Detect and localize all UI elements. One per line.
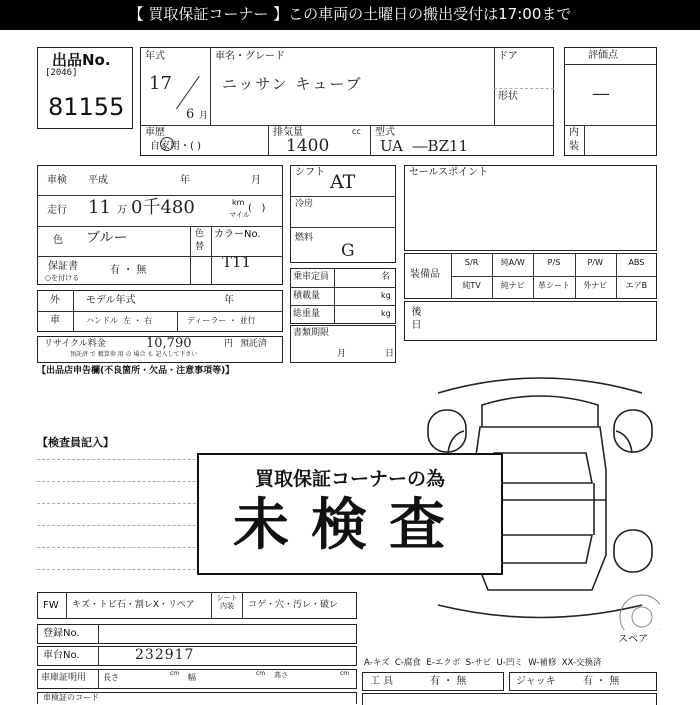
displacement-label: 排気量 [273,127,303,138]
registration-label: 登録No. [43,628,80,639]
model-label: 型式 [375,127,395,138]
door-label: ドア [498,51,518,62]
recycle-unit: 円 [224,339,234,349]
chassis-box [37,646,357,666]
score-label: 評価点 [588,50,618,61]
registration-box [37,624,357,644]
mileage-unit-km: km [232,198,245,207]
damage-legend: A-キズ C-腐食 E-エクボ S-サビ U-凹ミ W-補修 XX-交換済 [364,658,602,668]
usage-value: 自家用・( ) [150,141,201,152]
equipment-item: 革シート [537,281,570,290]
rear-label: 後日 [409,306,420,332]
cert-cm-1: cm [170,670,180,677]
color-value: ブルー [86,230,128,246]
banner-text: 【 買取保証コーナー 】この車両の土曜日の搬出受付は17:00まで [128,5,572,23]
lot-code: [2046] [45,68,78,78]
equipment-item: P/W [587,258,603,267]
docs-month-unit: 月 [337,349,347,359]
sales-point-label: セールスポイント [409,167,489,178]
tools-options: 有 ・ 無 [430,676,467,687]
seller-notes-label: 【出品店申告欄(不良箇所・欠品・注意事項等)】 [37,366,235,376]
equipment-item: ABS [628,258,645,267]
fw-damage: キズ・トビ石・割レX・リペア [72,600,195,610]
spare-label: スペア [618,634,648,645]
usage-label: 車歴 [145,127,165,138]
cert-label: 車庫証明用 [41,673,87,683]
mileage-unit-mile: マイル [229,211,250,219]
equipment-item: エアB [625,281,648,290]
equipment-item: P/S [547,258,561,267]
equipment-item: 純ナビ [500,281,525,290]
fw-seat-damage: コゲ・穴・汚レ・破レ [248,600,339,610]
shift-label: シフト [295,167,325,178]
import-model-year: モデル年式 [86,295,136,306]
car-name-value: ニッサン キューブ [222,75,363,93]
load-unit: kg [381,291,391,300]
mileage-paren: ( ) [248,203,266,214]
chassis-label: 車台No. [43,650,80,661]
ac-label: 冷房 [295,199,314,209]
warranty-label: 保証書 [48,261,78,272]
stamp-line-2: 未検査 [233,493,467,558]
tools-label: 工 具 [370,676,394,687]
top-form-box [140,47,554,156]
recycle-note: 預託済 で 精算券 用 の 場合 も 記入して下さい [70,351,198,358]
model-value: UA ―BZ11 [380,137,469,155]
fw-seat: シート内装 [216,594,238,610]
month-unit: 月 [199,111,209,121]
import-label-2: 車 [50,315,60,326]
equipment-item: 純TV [462,281,481,290]
bottom-right-cut-box [362,693,657,705]
mileage-label: 走行 [47,205,67,216]
gross-label: 総重量 [293,309,321,319]
mileage-man: 万 [117,205,127,216]
recycle-label: リサイクル料金 [44,339,106,349]
load-label: 積載量 [293,291,321,301]
warranty-options: 有 ・ 無 [110,265,147,276]
import-label-1: 外 [50,295,60,306]
mileage-value-2: 0千480 [131,197,195,218]
car-name-label: 車名・グレード [215,51,285,62]
colorno-value: T11 [222,253,252,271]
warranty-sub: ○を付ける [45,274,80,282]
capacity-unit: 名 [381,272,391,282]
inspection-month-unit: 月 [251,175,261,186]
lot-label: 出品No. [52,51,111,69]
displacement-value: 1400 [286,136,330,156]
equipment-item: S/R [464,258,479,267]
score-value: — [592,83,610,104]
interior-label-1: 内 [569,127,579,138]
chassis-value: 232917 [135,647,195,663]
fuel-label: 燃料 [295,233,314,243]
import-year-unit: 年 [224,295,234,306]
shift-value: AT [330,171,356,193]
inspection-year-unit: 年 [180,175,190,186]
cert-length: 長さ [103,673,119,682]
color-tone-2: 替 [195,242,205,252]
jack-label: ジャッキ [516,676,556,687]
import-handle: ハンドル 左 ・ 右 [86,316,153,325]
inspector-notes-label: 【検査員記入】 [37,436,114,449]
year-label: 年式 [145,51,165,62]
inspection-era: 平成 [88,175,108,186]
jack-options: 有 ・ 無 [583,676,620,687]
fw-label: FW [43,600,59,611]
docs-label: 書類期限 [293,328,330,338]
docs-day-unit: 日 [385,349,395,359]
displacement-unit: cc [352,127,361,136]
color-tone-1: 色 [195,229,205,239]
equipment-item: 外ナビ [583,281,608,290]
color-label: 色 [53,235,63,246]
interior-label-2: 装 [569,141,579,152]
fuel-value: G [341,241,355,261]
colorno-label: カラーNo. [214,229,261,240]
gross-unit: kg [381,309,391,318]
stamp-line-1: 買取保証コーナーの為 [254,468,445,490]
cert-cm-2: cm [256,670,266,677]
month-value: 6 [186,107,195,122]
year-value: 17 [149,73,172,94]
inspection-label: 車検 [47,175,67,186]
cert-height: 高さ [274,671,288,679]
cert-cm-3: cm [340,670,350,677]
equipment-label: 装備品 [410,269,440,280]
usage-circle [160,137,174,151]
shape-label: 形状 [498,91,518,102]
import-dealer: ディーラー ・ 並行 [187,316,256,325]
recycle-value: 10,790 [146,336,192,351]
bottom-cut-label: 車検証のコード [43,693,99,702]
rear-box [404,301,657,341]
capacity-label: 乗車定員 [293,272,330,282]
equipment-item: 純A/W [500,258,525,267]
lot-number: 81155 [48,93,125,121]
cert-width: 幅 [188,673,196,682]
mileage-value-1: 11 [88,197,111,218]
recycle-status: 預託済 [240,339,268,349]
